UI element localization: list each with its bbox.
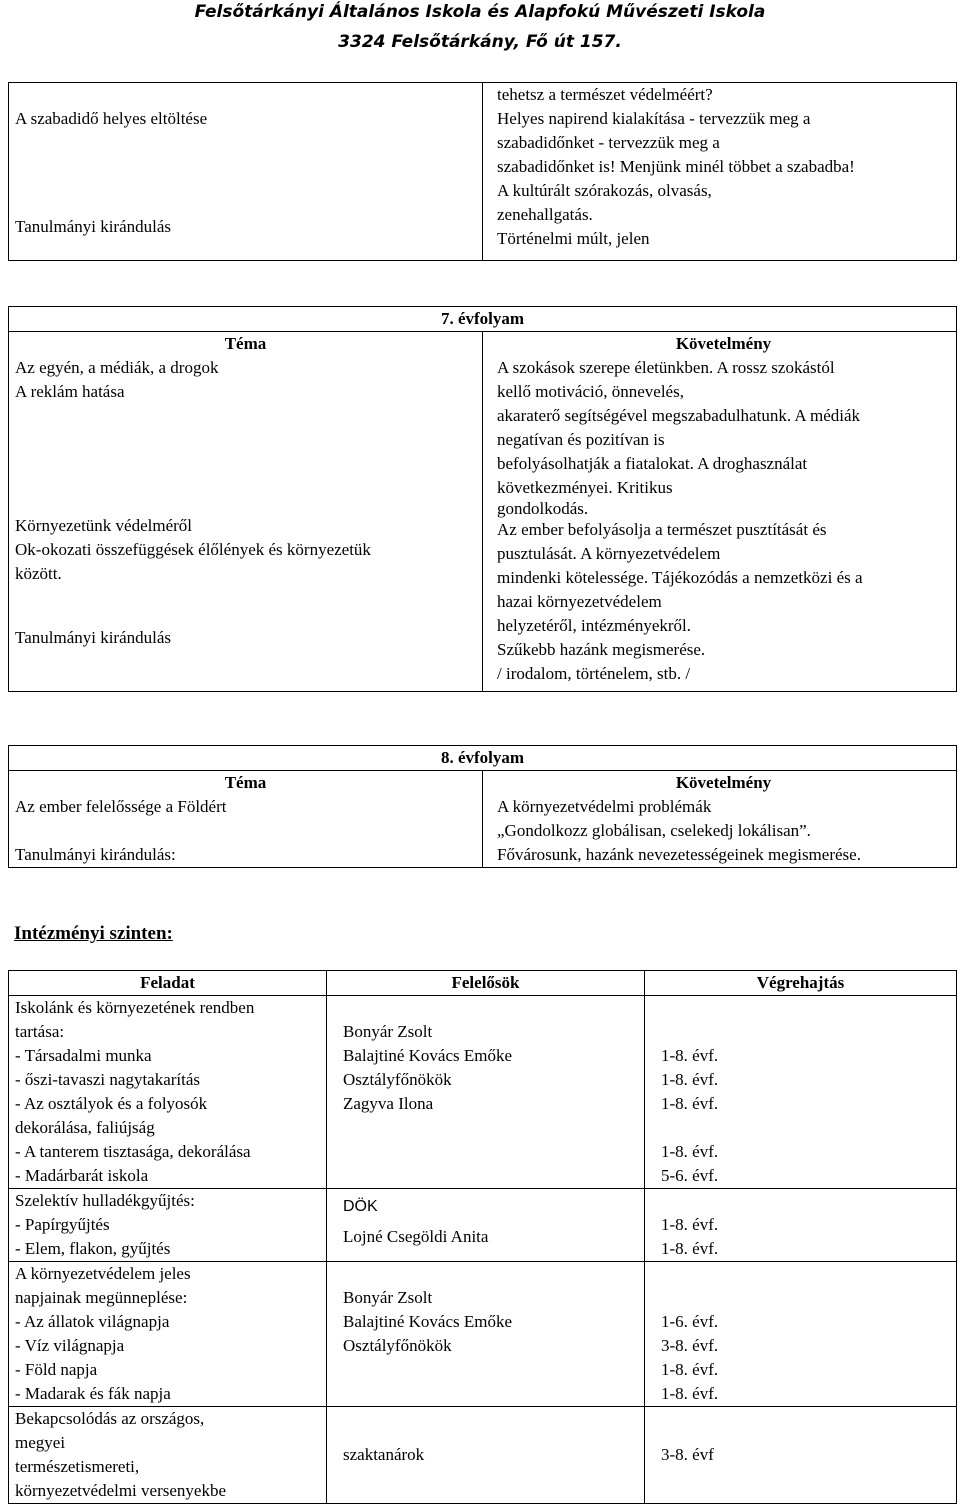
grade7-req: befolyásolhatják a fiatalokat. A droghasználat (497, 454, 808, 473)
col-header-exec: Végrehajtás (645, 971, 957, 996)
resp-line: Bonyár Zsolt (343, 1022, 433, 1041)
grade7-title: 7. évfolyam (9, 307, 957, 332)
exec-line (661, 1116, 950, 1140)
exec-line: 1-8. évf. (661, 1142, 719, 1161)
exec-cell (645, 1407, 957, 1504)
grade7-req: negatívan és pozitívan is (497, 430, 665, 449)
exec-line: 1-8. évf. (661, 1070, 719, 1089)
grade7-topics-cell (9, 332, 483, 692)
grade7-topic: Tanulmányi kirándulás (15, 628, 172, 647)
exec-cell (645, 1262, 957, 1407)
table-grade7 (8, 306, 957, 692)
resp-line: Balajtiné Kovács Emőke (343, 1312, 513, 1331)
grade7-topic: A reklám hatása (15, 382, 125, 401)
grade7-req: gondolkodás. (497, 499, 589, 518)
grade7-req: mindenki kötelessége. Tájékozódás a nemzetközi és a (497, 568, 863, 587)
exec-line: 1-8. évf. (661, 1239, 719, 1258)
grade7-req: pusztulását. A környezetvédelem (497, 544, 721, 563)
exec-cell (645, 996, 957, 1189)
resp-line: Osztályfőnökök (343, 1070, 452, 1089)
top-left-cell (9, 83, 483, 261)
task-line: Szelektív hulladékgyűjtés: (15, 1191, 195, 1210)
resp-line: Bonyár Zsolt (343, 1288, 433, 1307)
grade7-req: / irodalom, történelem, stb. / (497, 664, 691, 683)
resp-line: DÖK (343, 1198, 378, 1215)
task-line: - Föld napja (15, 1360, 98, 1379)
task-line: megyei (15, 1433, 66, 1452)
task-line: - A tanterem tisztasága, dekorálása (15, 1142, 251, 1161)
task-cell (9, 996, 327, 1189)
grade8-req-header: Követelmény (675, 773, 772, 792)
exec-line (661, 1262, 950, 1286)
grade7-req-header: Követelmény (675, 334, 772, 353)
institutional-heading: Intézményi szinten: (14, 923, 173, 944)
task-line: - őszi-tavaszi nagytakarítás (15, 1070, 201, 1089)
resp-line: Osztályfőnökök (343, 1336, 452, 1355)
task-line: - Papírgyűjtés (15, 1215, 110, 1234)
exec-line: 1-8. évf. (661, 1360, 719, 1379)
exec-line: 1-8. évf. (661, 1046, 719, 1065)
resp-line: Lojné Csegöldi Anita (343, 1227, 489, 1246)
grade8-req: Fővárosunk, hazánk nevezetességeinek megismerése. (497, 845, 861, 864)
task-line: dekorálása, faliújság (15, 1118, 155, 1137)
task-cell (9, 1189, 327, 1262)
grade7-topic: Környezetünk védelméről (15, 516, 193, 535)
task-line: Bekapcsolódás az országos, (15, 1409, 205, 1428)
exec-line (661, 1020, 950, 1044)
exec-line: 5-6. évf. (661, 1166, 719, 1185)
grade7-req: helyzetéről, intézményekről. (497, 616, 691, 635)
resp-line: Balajtiné Kovács Emőke (343, 1046, 513, 1065)
grade7-req: következményei. Kritikus (497, 478, 673, 497)
task-line: - Víz világnapja (15, 1336, 125, 1355)
grade8-topics-cell (9, 771, 483, 868)
task-line: - Az állatok világnapja (15, 1312, 170, 1331)
grade7-req: A szokások szerepe életünkben. A rossz szokástól (497, 358, 835, 377)
task-line: természetismereti, (15, 1457, 140, 1476)
grade8-topic-header: Téma (224, 773, 267, 792)
task-line: tartása: (15, 1022, 65, 1041)
resp-line (343, 1262, 638, 1286)
req-line: Helyes napirend kialakítása - tervezzük meg a (497, 109, 811, 128)
task-line: Iskolánk és környezetének rendben (15, 998, 255, 1017)
exec-line: 3-8. évf. (661, 1336, 719, 1355)
req-line: zenehallgatás. (497, 205, 593, 224)
exec-line: 3-8. évf (661, 1445, 714, 1464)
grade7-req: akaraterő segítségével megszabadulhatunk. A médiák (497, 406, 861, 425)
req-line: szabadidőnket - tervezzük meg a (497, 133, 720, 152)
task-line: környezetvédelmi versenyekbe (15, 1481, 226, 1500)
req-line: szabadidőnket is! Menjünk minél többet a szabadba! (497, 157, 855, 176)
task-line: - Elem, flakon, gyűjtés (15, 1239, 171, 1258)
topic-leisure: A szabadidő helyes eltöltése (15, 109, 208, 128)
task-line: - Az osztályok és a folyosók (15, 1094, 208, 1113)
grade7-req: Az ember befolyásolja a természet pusztítását és (497, 520, 827, 539)
req-line: tehetsz a természet védelméért? (497, 85, 713, 104)
task-line: - Madárbarát iskola (15, 1166, 149, 1185)
grade8-topic: Az ember felelőssége a Földért (15, 797, 227, 816)
resp-cell (327, 1189, 645, 1262)
task-line: A környezetvédelem jeles (15, 1264, 191, 1283)
resp-line: szaktanárok (343, 1445, 425, 1464)
grade8-req: A környezetvédelmi problémák (497, 797, 712, 816)
grade7-topic: között. (15, 564, 62, 583)
top-right-cell (483, 83, 957, 261)
grade7-req-cell (483, 332, 957, 692)
task-cell (9, 1262, 327, 1407)
grade7-req: hazai környezetvédelem (497, 592, 662, 611)
table-top (8, 82, 957, 261)
school-address: 3324 Felsőtárkány, Fő út 157. (338, 32, 622, 52)
task-line: - Madarak és fák napja (15, 1384, 171, 1403)
exec-line (661, 1286, 950, 1310)
grade7-topic: Ok-okozati összefüggések élőlények és környezetük (15, 540, 371, 559)
grade8-title: 8. évfolyam (9, 746, 957, 771)
col-header-resp: Felelősök (327, 971, 645, 996)
exec-line (661, 996, 950, 1020)
col-header-task: Feladat (9, 971, 327, 996)
task-cell (9, 1407, 327, 1504)
exec-line: 1-6. évf. (661, 1312, 719, 1331)
exec-line (661, 1189, 950, 1213)
exec-line: 1-8. évf. (661, 1215, 719, 1234)
task-line: napjainak megünneplése: (15, 1288, 188, 1307)
task-line: - Társadalmi munka (15, 1046, 152, 1065)
resp-cell (327, 1262, 645, 1407)
grade8-req-cell (483, 771, 957, 868)
req-line: A kultúrált szórakozás, olvasás, (497, 181, 712, 200)
resp-line: Zagyva Ilona (343, 1094, 434, 1113)
req-line: Történelmi múlt, jelen (497, 229, 650, 248)
grade7-topic-header: Téma (224, 334, 267, 353)
exec-line: 1-8. évf. (661, 1384, 719, 1403)
grade7-req: kellő motiváció, önnevelés, (497, 382, 684, 401)
exec-line: 1-8. évf. (661, 1094, 719, 1113)
resp-line (343, 996, 638, 1020)
table-institutional (8, 970, 957, 1504)
grade7-req: Szűkebb hazánk megismerése. (497, 640, 706, 659)
grade8-req: „Gondolkozz globálisan, cselekedj lokálisan”. (497, 821, 811, 840)
table-grade8 (8, 745, 957, 868)
grade7-topic: Az egyén, a médiák, a drogok (15, 358, 219, 377)
resp-cell (327, 996, 645, 1189)
grade8-topic: Tanulmányi kirándulás: (15, 845, 176, 864)
exec-cell (645, 1189, 957, 1262)
resp-cell (327, 1407, 645, 1504)
topic-trip: Tanulmányi kirándulás (15, 217, 172, 236)
school-name: Felsőtárkányi Általános Iskola és Alapfokú Művészeti Iskola (194, 2, 766, 22)
